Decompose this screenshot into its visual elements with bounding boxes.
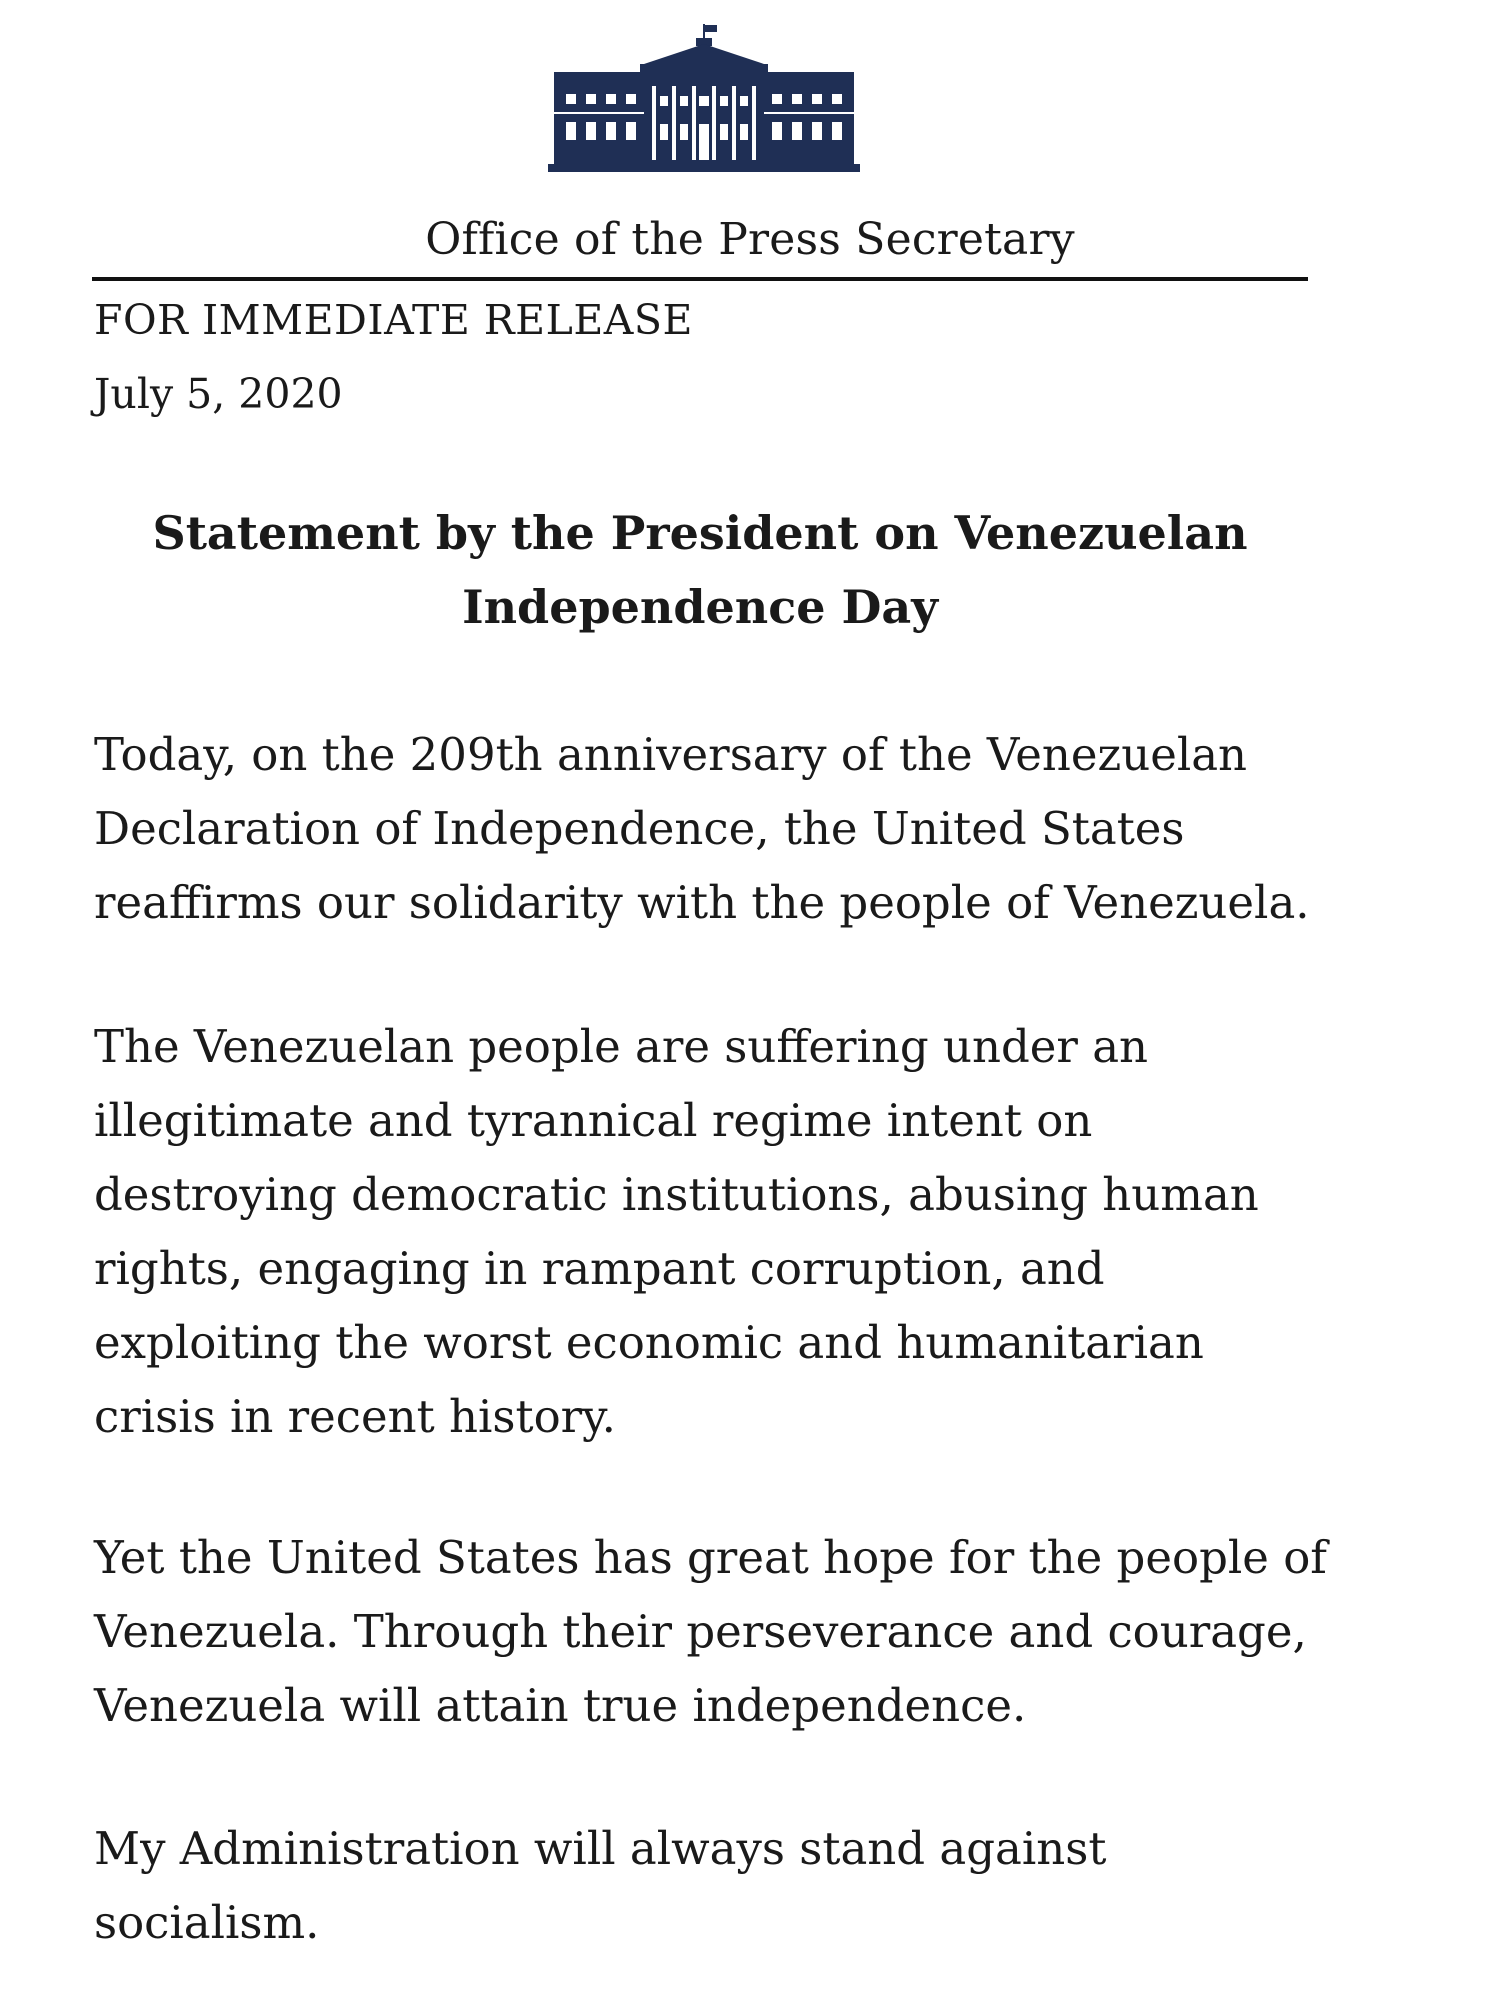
- header-divider: [92, 277, 1308, 281]
- paragraph-line: Venezuela. Through their perseverance and courage,: [94, 1605, 1307, 1658]
- paragraph-line: My Administration will always stand against: [94, 1822, 1107, 1875]
- statement-title-line: Statement by the President on Venezuelan: [152, 506, 1248, 560]
- paragraph-line: crisis in recent history.: [94, 1390, 616, 1443]
- paragraph-2: [94, 1010, 1259, 1454]
- paragraph-line: Venezuela will attain true independence.: [94, 1679, 1027, 1732]
- office-of-press-secretary: Office of the Press Secretary: [425, 214, 1075, 265]
- paragraph-line: destroying democratic institutions, abusing human: [94, 1168, 1259, 1221]
- paragraph-line: illegitimate and tyrannical regime intent on: [94, 1094, 1093, 1147]
- paragraph-line: rights, engaging in rampant corruption, and: [94, 1242, 1105, 1295]
- paragraph-line: Declaration of Independence, the United States: [94, 802, 1185, 855]
- release-date: July 5, 2020: [94, 370, 343, 418]
- paragraph-1: [94, 718, 1310, 940]
- paragraph-4: [94, 1812, 1106, 1960]
- statement-title-line: Independence Day: [462, 580, 938, 634]
- paragraph-line: reaffirms our solidarity with the people of Venezuela.: [94, 876, 1310, 929]
- release-label: FOR IMMEDIATE RELEASE: [94, 296, 693, 344]
- paragraph-line: The Venezuelan people are suffering under an: [94, 1020, 1149, 1073]
- paragraph-line: socialism.: [94, 1896, 320, 1949]
- white-house-logo-icon: [548, 24, 860, 174]
- statement-title: [92, 496, 1308, 644]
- paragraph-line: Yet the United States has great hope for the people of: [94, 1531, 1327, 1584]
- paragraph-line: Today, on the 209th anniversary of the Venezuelan: [94, 728, 1248, 781]
- paragraph-3: [94, 1521, 1327, 1743]
- paragraph-line: exploiting the worst economic and humanitarian: [94, 1316, 1204, 1369]
